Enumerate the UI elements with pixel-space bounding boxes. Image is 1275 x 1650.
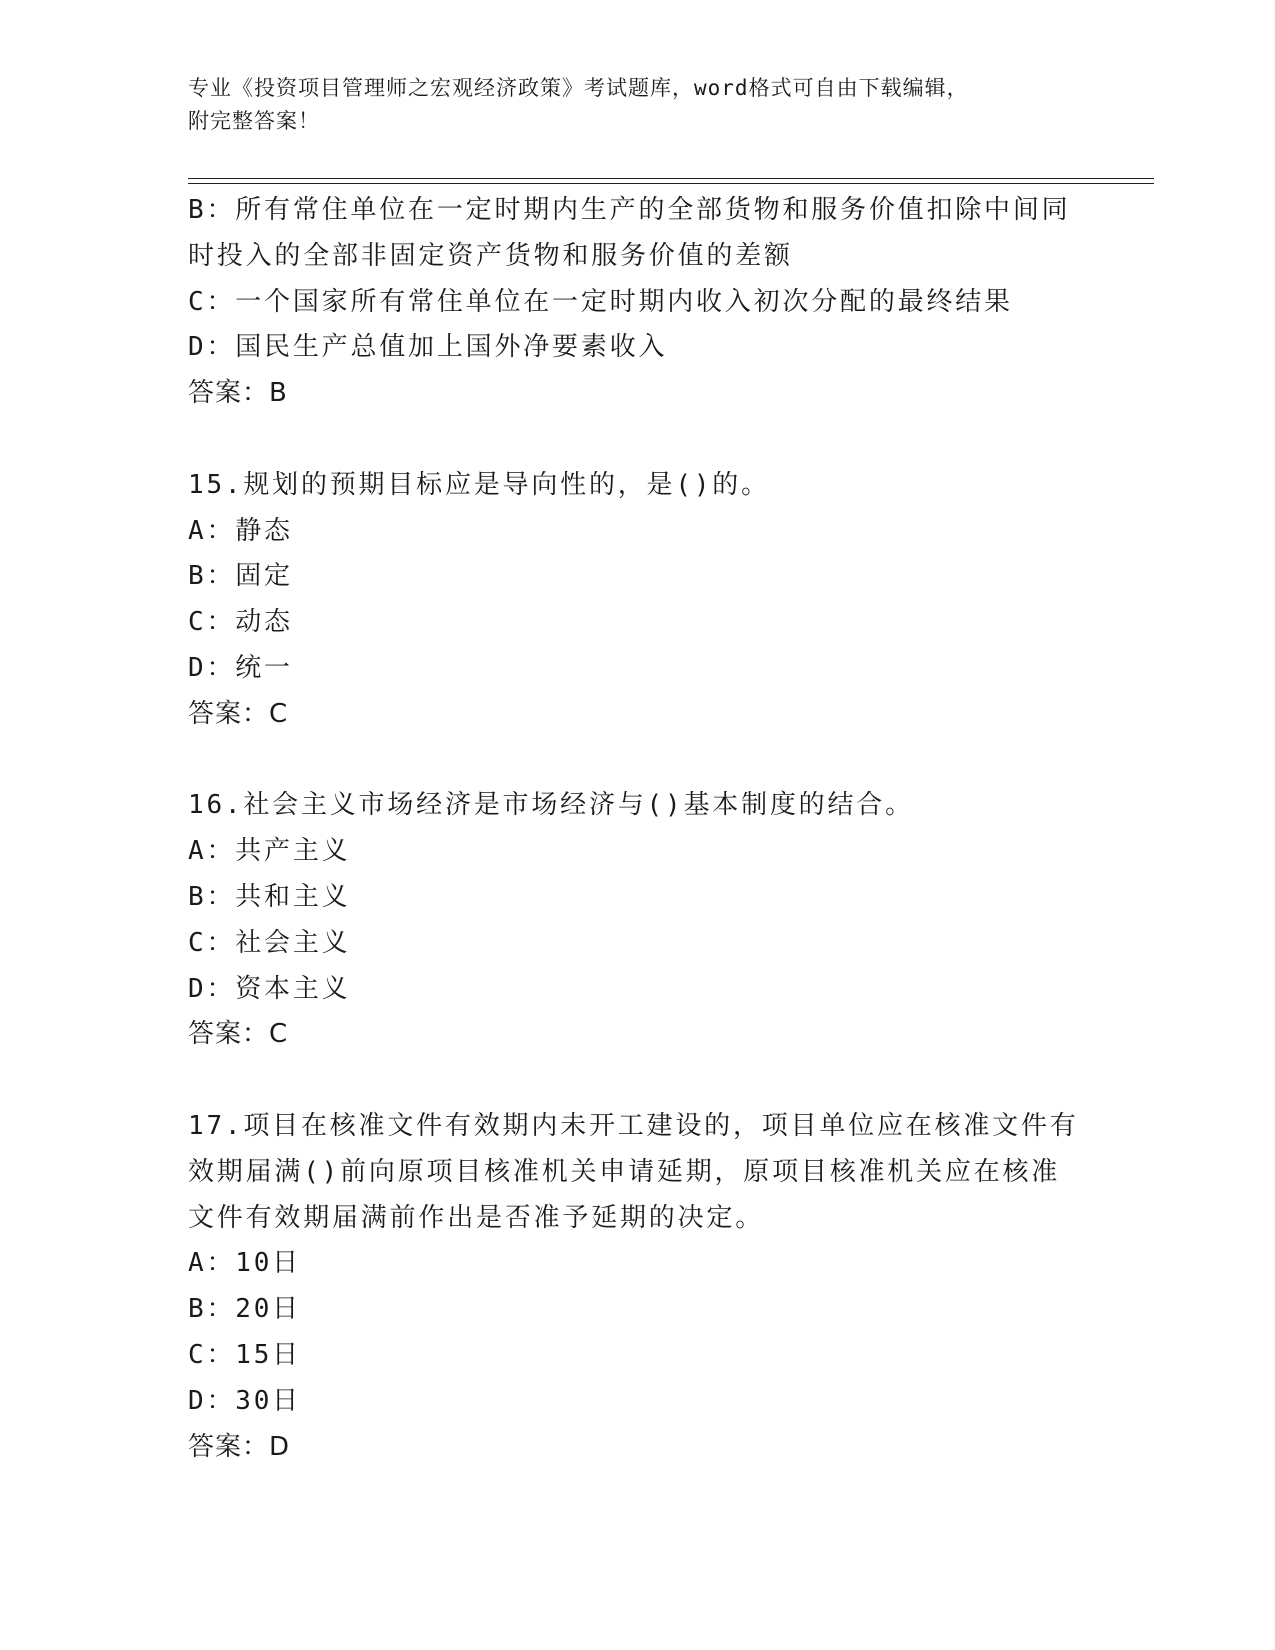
question-stem-line-3: 文件有效期届满前作出是否准予延期的决定。 (188, 1202, 765, 1233)
previous-question (188, 188, 1108, 417)
option-d: D：资本主义 (188, 973, 351, 1004)
answer-line: 答案：C (188, 698, 289, 729)
option-c: C：一个国家所有常住单位在一定时期内收入初次分配的最终结果 (188, 286, 1013, 317)
header-line-2: 附完整答案！ (188, 109, 320, 133)
option-c: C：动态 (188, 607, 293, 638)
option-b: B：固定 (188, 561, 293, 592)
spacer (188, 417, 1108, 463)
option-a: A：10日 (188, 1248, 301, 1279)
header-divider-bottom (188, 183, 1154, 184)
option-d: D：国民生产总值加上国外净要素收入 (188, 332, 668, 363)
option-b: B：共和主义 (188, 881, 351, 912)
question-stem-line-2: 效期届满()前向原项目核准机关申请延期，原项目核准机关应在核准 (188, 1156, 1061, 1187)
question-content (188, 188, 1108, 1470)
question-stem: 16.社会主义市场经济是市场经济与()基本制度的结合。 (188, 790, 914, 821)
option-b-line-2: 时投入的全部非固定资产货物和服务价值的差额 (188, 240, 793, 271)
answer-line: 答案：B (188, 378, 288, 409)
answer-line: 答案：D (188, 1431, 291, 1462)
option-c: C：社会主义 (188, 927, 351, 958)
header-divider-top (188, 178, 1154, 179)
option-b: B：20日 (188, 1294, 301, 1325)
option-d: D：30日 (188, 1385, 301, 1416)
question-stem-line-1: 17.项目在核准文件有效期内未开工建设的，项目单位应在核准文件有 (188, 1110, 1079, 1141)
question-stem: 15.规划的预期目标应是导向性的，是()的。 (188, 469, 770, 500)
header-line-1: 专业《投资项目管理师之宏观经济政策》考试题库，word格式可自由下载编辑， (188, 76, 969, 100)
spacer (188, 1058, 1108, 1104)
option-b-line-1: B：所有常住单位在一定时期内生产的全部货物和服务价值扣除中间同 (188, 195, 1071, 225)
spacer (188, 738, 1108, 784)
option-c: C：15日 (188, 1339, 301, 1370)
option-a: A：共产主义 (188, 836, 351, 867)
question-17 (188, 1104, 1108, 1470)
option-a: A：静态 (188, 515, 293, 546)
document-header (188, 72, 1068, 138)
answer-line: 答案：C (188, 1019, 289, 1050)
option-d: D：统一 (188, 652, 293, 683)
question-16 (188, 783, 1108, 1058)
question-15 (188, 463, 1108, 738)
